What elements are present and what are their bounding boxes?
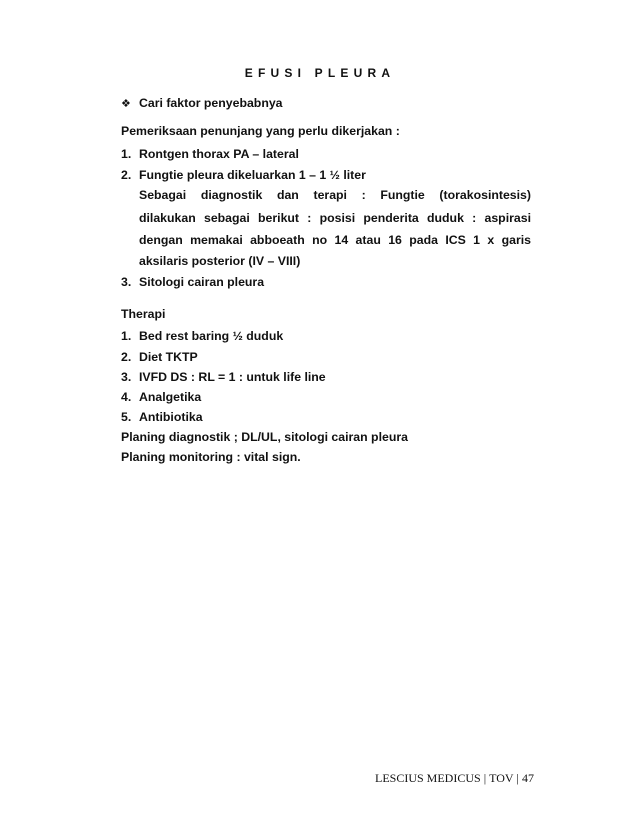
list-item-text: Antibiotika [139, 410, 203, 424]
list-number: 3. [121, 370, 132, 384]
list-item-text: Sitologi cairan pleura [139, 275, 265, 289]
therapy-item-1 [121, 329, 283, 343]
therapy-heading: Therapi [121, 307, 166, 321]
page-footer [375, 771, 534, 786]
exam-item-1 [121, 147, 299, 161]
exam-item-3 [121, 275, 264, 289]
list-number: 2. [121, 350, 132, 364]
list-number: 1. [121, 329, 132, 343]
diamond-bullet-icon: ❖ [121, 98, 131, 110]
planning-monitoring: Planing monitoring : vital sign. [121, 450, 301, 464]
list-item-text: IVFD DS : RL = 1 : untuk life line [139, 370, 326, 384]
list-item-text: Bed rest baring ½ duduk [139, 329, 284, 343]
bullet-item [121, 96, 283, 110]
exam-heading: Pemeriksaan penunjang yang perlu dikerjakan : [121, 124, 400, 138]
list-item-text: Fungtie pleura dikeluarkan 1 – 1 ½ liter [139, 168, 366, 182]
therapy-item-5 [121, 410, 203, 424]
page-title: EFUSI PLEURA [244, 66, 396, 80]
exam-item-2-detail-line: dilakukan sebagai berikut : posisi penderita duduk : aspirasi [139, 211, 531, 225]
bullet-item-text: Cari faktor penyebabnya [139, 96, 283, 110]
list-number: 1. [121, 147, 132, 161]
exam-item-2-detail-line: aksilaris posterior (IV – VIII) [139, 254, 301, 268]
therapy-item-2 [121, 350, 198, 364]
page-number: 47 [521, 771, 534, 785]
footer-section: TOV [489, 771, 514, 785]
exam-item-2-detail-line: Sebagai diagnostik dan terapi : Fungtie (torakosintesis) [139, 188, 531, 202]
list-number: 4. [121, 390, 132, 404]
list-number: 3. [121, 275, 132, 289]
planning-diagnostic: Planing diagnostik ; DL/UL, sitologi cairan pleura [121, 430, 408, 444]
exam-item-2-detail-line: dengan memakai abboeath no 14 atau 16 pada ICS 1 x garis [139, 233, 531, 247]
list-number: 5. [121, 410, 132, 424]
list-item-text: Analgetika [139, 390, 202, 404]
list-number: 2. [121, 168, 132, 182]
list-item-text: Rontgen thorax PA – lateral [139, 147, 299, 161]
footer-publication: LESCIUS MEDICUS [375, 771, 481, 785]
footer-separator: | [516, 771, 519, 785]
list-item-text: Diet TKTP [139, 350, 198, 364]
footer-separator: | [483, 771, 487, 785]
therapy-item-4 [121, 390, 201, 404]
exam-item-2 [121, 168, 366, 182]
therapy-item-3 [121, 370, 326, 384]
